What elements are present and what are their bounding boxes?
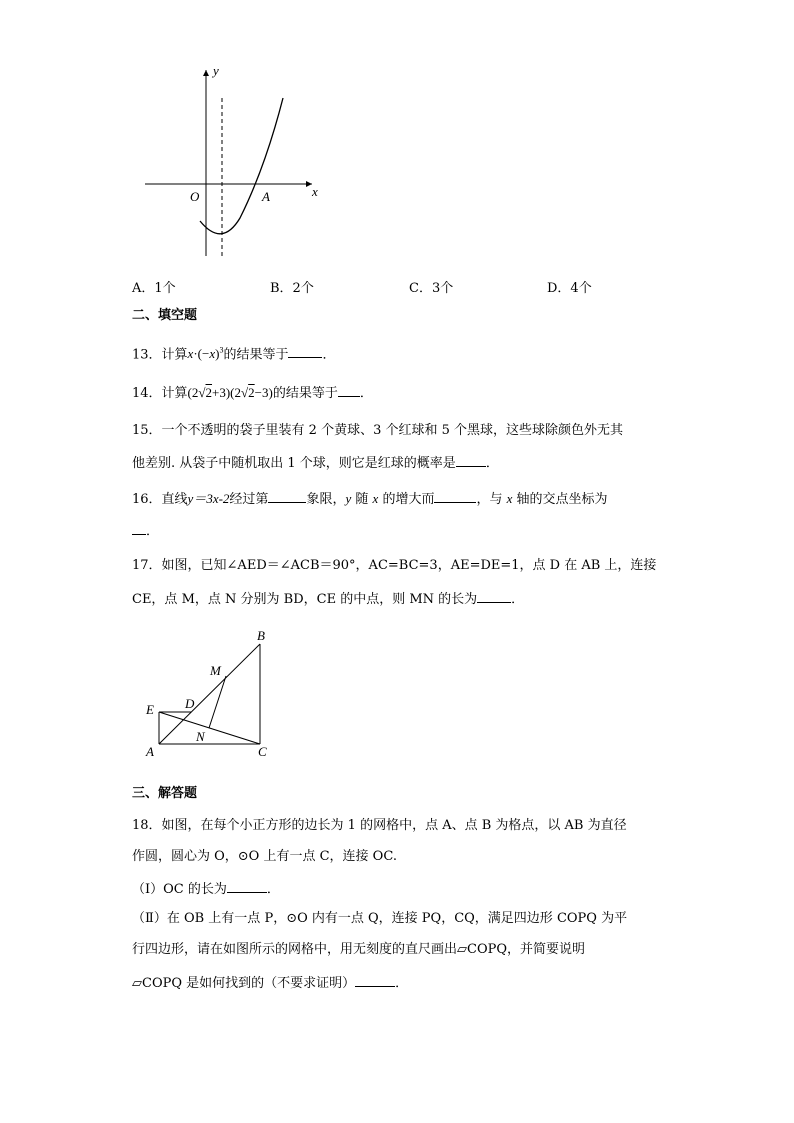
option-d: D．4个	[547, 281, 592, 296]
question-18-part2-line2: 行四边形，请在如图所示的网格中，用无刻度的直尺画出▱COPQ，并简要说明	[132, 942, 586, 957]
q18-part1-blank	[227, 880, 267, 893]
question-13: 13．计算$x\cdot(-x)^3$的结果等于 ．	[132, 346, 336, 363]
q14-expression: (2√2+3)(2√2−3)	[187, 385, 273, 400]
segment-mn	[209, 676, 226, 728]
origin-label: O	[190, 189, 200, 204]
label-c: C	[258, 744, 267, 759]
question-18-part1: （Ⅰ）OC 的长为 ．	[132, 882, 280, 897]
option-b: B．2个	[270, 281, 314, 296]
x-axis-label: x	[312, 184, 318, 199]
question-17-line2: CE，点 M，点 N 分别为 BD，CE 的中点，则 MN 的长为 ．	[132, 592, 525, 607]
question-18-line1: 18．如图，在每个小正方形的边长为 1 的网格中，点 A、点 B 为格点，以 AB 为直径	[132, 818, 627, 833]
question-15-line1: 15．一个不透明的袋子里装有 2 个黄球、3 个红球和 5 个黑球，这些球除颜色外无其	[132, 423, 624, 438]
question-18-part2-line1: （Ⅱ）在 OB 上有一点 P，⊙O 内有一点 Q，连接 PQ，CQ，满足四边形 COPQ 为平	[132, 911, 628, 926]
q17-answer-blank	[477, 590, 511, 603]
q18-part2-blank	[355, 974, 395, 987]
option-a: A．1个	[132, 281, 176, 296]
q14-answer-blank	[338, 384, 360, 397]
q15-answer-blank	[456, 454, 486, 467]
q16-blank-1	[268, 490, 306, 503]
triangle-figure	[140, 628, 280, 763]
question-14: 14．计算(2√2+3)(2√2−3)的结果等于 ．	[132, 385, 373, 401]
point-a-label: A	[262, 189, 270, 204]
q13-answer-blank	[288, 345, 322, 358]
label-d: D	[185, 696, 195, 711]
section-heading-fill-blank: 二、填空题	[132, 308, 198, 323]
label-m: M	[210, 663, 221, 678]
label-b: B	[257, 628, 265, 643]
segment-ab	[159, 644, 260, 744]
parabola-curve	[200, 98, 283, 234]
q13-expression: $x\cdot(-x)^3$	[187, 346, 224, 362]
q16-blank-3	[132, 522, 146, 535]
question-18-line2: 作圆，圆心为 O，⊙O 上有一点 C，连接 OC.	[132, 849, 397, 864]
label-n: N	[196, 729, 205, 744]
question-17-line1: 17．如图，已知∠AED＝∠ACB＝90°，AC=BC=3，AE=DE=1，点 D 在 AB 上，连接	[132, 558, 657, 573]
parabola-graph	[140, 58, 330, 263]
question-15-line2: 他差别. 从袋子中随机取出 1 个球，则它是红球的概率是 ．	[132, 456, 499, 471]
label-a: A	[146, 744, 154, 759]
y-axis-label: y	[213, 63, 219, 78]
q16-blank-2	[434, 490, 476, 503]
label-e: E	[146, 702, 154, 717]
question-16-line2: ．	[132, 522, 159, 540]
question-16: 16．直线y＝3x-2经过第 象限，y 随 x 的增大而 ，与 x 轴的交点坐标为	[132, 491, 608, 507]
section-heading-answer: 三、解答题	[132, 786, 198, 801]
question-18-part2-line3: ▱COPQ 是如何找到的（不要求证明） ．	[132, 976, 409, 991]
option-c: C．3个	[409, 281, 454, 296]
